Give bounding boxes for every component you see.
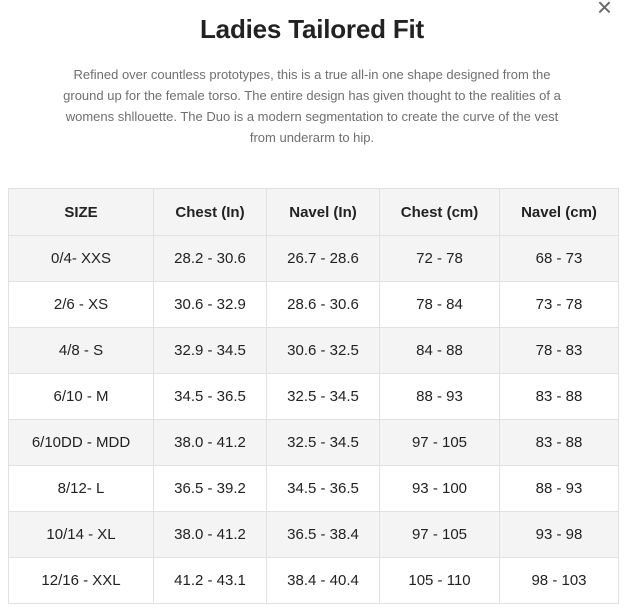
chest-in-cell: 28.2 - 30.6: [154, 236, 267, 282]
navel-in-cell: 38.4 - 40.4: [267, 558, 380, 604]
table-row: [9, 282, 619, 328]
navel-cm-cell: 83 - 88: [500, 420, 619, 466]
navel-cm-cell: 93 - 98: [500, 512, 619, 558]
table-row: [9, 420, 619, 466]
fit-description: Refined over countless prototypes, this is a true all-in one shape designed from the ground up for the female torso. The entire design has given thought to the realities of a womens shllouette. The Duo is a modern segmentation to create the curve of the vest from underarm to hip.: [63, 67, 561, 145]
navel-cm-cell: 78 - 83: [500, 328, 619, 374]
size-cell: 6/10DD - MDD: [9, 420, 154, 466]
chest-in-cell: 38.0 - 41.2: [154, 512, 267, 558]
navel-cm-cell: 68 - 73: [500, 236, 619, 282]
size-cell: 12/16 - XXL: [9, 558, 154, 604]
navel-in-cell: 30.6 - 32.5: [267, 328, 380, 374]
size-cell: 2/6 - XS: [9, 282, 154, 328]
header-chest-in: Chest (In): [154, 189, 267, 236]
table-row: [9, 466, 619, 512]
header-navel-cm: Navel (cm): [500, 189, 619, 236]
close-icon[interactable]: ×: [596, 0, 612, 22]
chest-cm-cell: 93 - 100: [380, 466, 500, 512]
size-cell: 4/8 - S: [9, 328, 154, 374]
navel-cm-cell: 88 - 93: [500, 466, 619, 512]
chest-cm-cell: 97 - 105: [380, 420, 500, 466]
table-row: [9, 512, 619, 558]
chest-in-cell: 38.0 - 41.2: [154, 420, 267, 466]
navel-in-cell: 34.5 - 36.5: [267, 466, 380, 512]
table-row: [9, 328, 619, 374]
size-chart-table: [8, 188, 619, 604]
navel-cm-cell: 83 - 88: [500, 374, 619, 420]
size-cell: 10/14 - XL: [9, 512, 154, 558]
table-header-row: [9, 189, 619, 236]
chest-cm-cell: 88 - 93: [380, 374, 500, 420]
navel-in-cell: 26.7 - 28.6: [267, 236, 380, 282]
header-chest-cm: Chest (cm): [380, 189, 500, 236]
chest-in-cell: 36.5 - 39.2: [154, 466, 267, 512]
table-row: [9, 236, 619, 282]
navel-in-cell: 32.5 - 34.5: [267, 374, 380, 420]
chest-in-cell: 30.6 - 32.9: [154, 282, 267, 328]
header-size: SIZE: [9, 189, 154, 236]
page-title: Ladies Tailored Fit: [200, 14, 424, 44]
chest-cm-cell: 105 - 110: [380, 558, 500, 604]
navel-in-cell: 36.5 - 38.4: [267, 512, 380, 558]
navel-cm-cell: 73 - 78: [500, 282, 619, 328]
chest-in-cell: 41.2 - 43.1: [154, 558, 267, 604]
navel-in-cell: 32.5 - 34.5: [267, 420, 380, 466]
chest-in-cell: 32.9 - 34.5: [154, 328, 267, 374]
size-cell: 6/10 - M: [9, 374, 154, 420]
chest-cm-cell: 84 - 88: [380, 328, 500, 374]
navel-in-cell: 28.6 - 30.6: [267, 282, 380, 328]
chest-cm-cell: 72 - 78: [380, 236, 500, 282]
table-row: [9, 558, 619, 604]
size-cell: 0/4- XXS: [9, 236, 154, 282]
chest-in-cell: 34.5 - 36.5: [154, 374, 267, 420]
header-navel-in: Navel (In): [267, 189, 380, 236]
size-cell: 8/12- L: [9, 466, 154, 512]
chest-cm-cell: 97 - 105: [380, 512, 500, 558]
navel-cm-cell: 98 - 103: [500, 558, 619, 604]
chest-cm-cell: 78 - 84: [380, 282, 500, 328]
table-row: [9, 374, 619, 420]
